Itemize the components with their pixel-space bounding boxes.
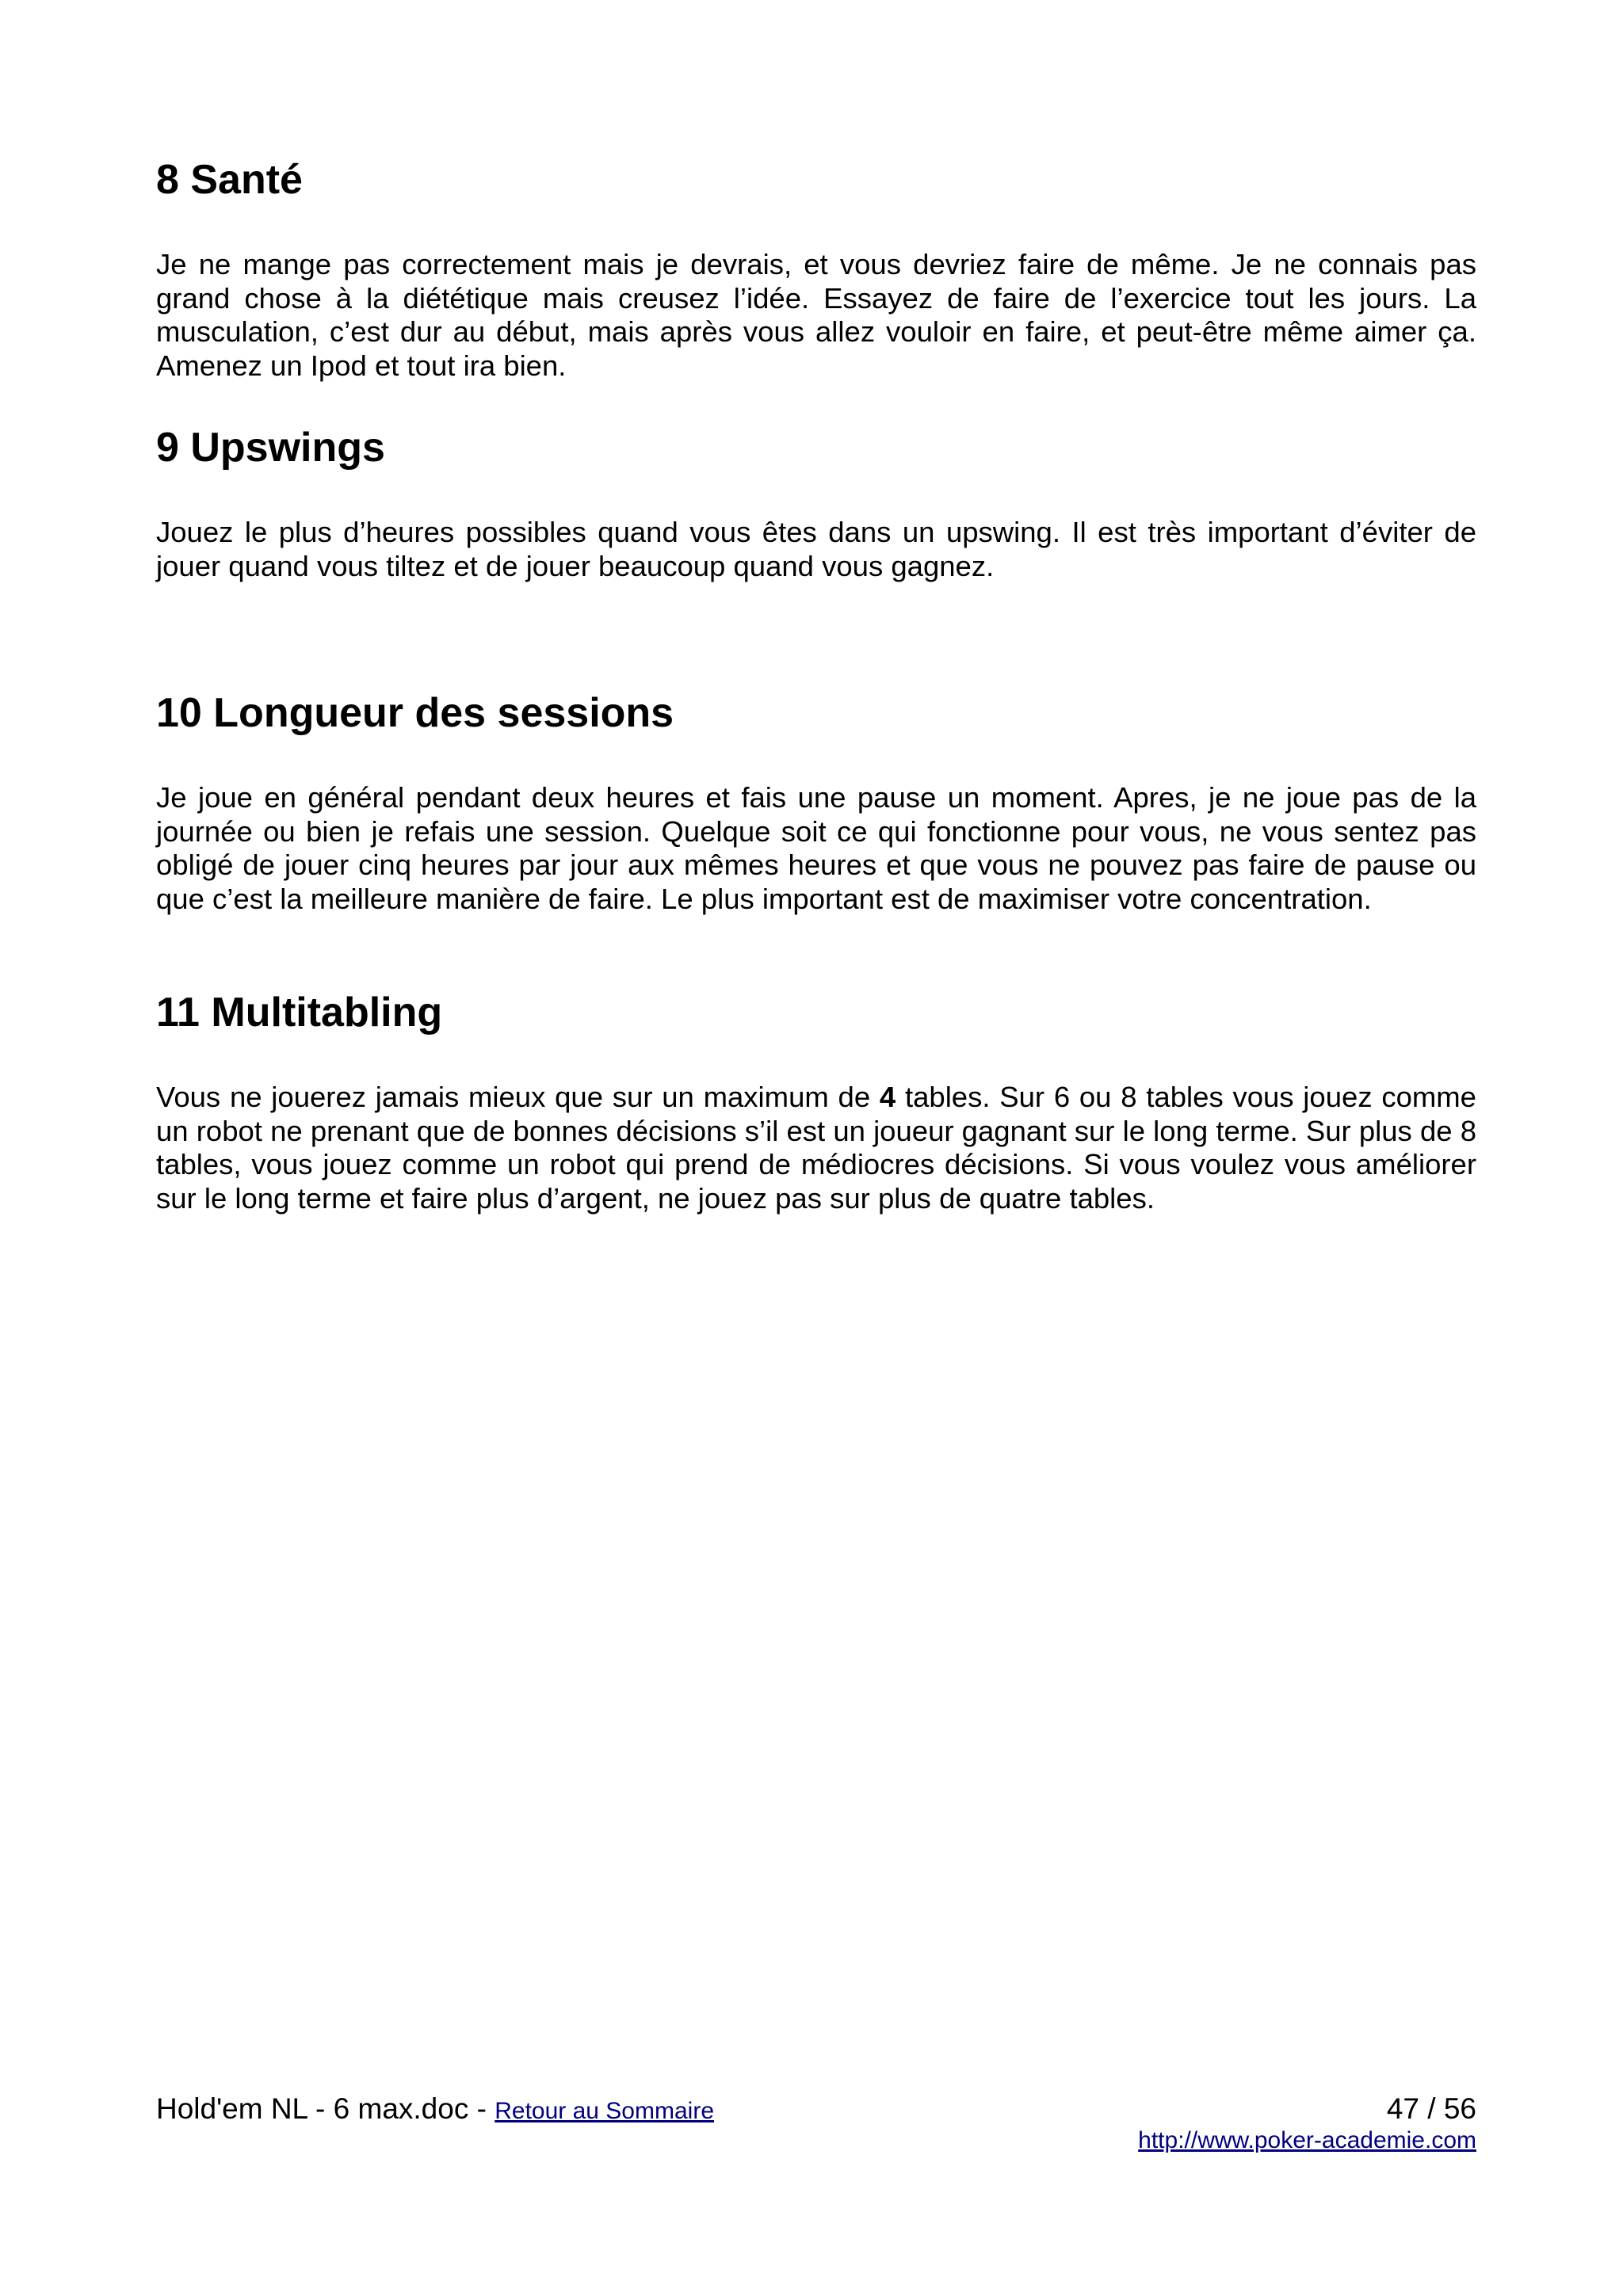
section-heading-sante: 8 Santé	[156, 157, 303, 203]
paragraph-text-after: tables. Sur 6 ou 8 tables vous jouez comme un robot ne prenant que de bonnes décisions s’il est un joueur gagnant sur le long terme. Sur plus de 8 tables, vous jouez comme un robot qui prend de médiocres décisions. Si vous voulez vous améliorer sur le long terme et faire plus d’argent, ne jouez pas sur plus de quatre tables.	[156, 1081, 1476, 1215]
emphasized-number: 4	[879, 1081, 896, 1113]
footer-right	[1138, 2092, 1476, 2155]
section-longueur-sessions	[156, 689, 1476, 916]
section-paragraph-longueur-sessions: Je joue en général pendant deux heures et fais une pause un moment. Apres, je ne joue pas de la journée ou bien je refais une session. Quelque soit ce qui fonctionne pour vous, ne vous sentez pas obligé de jouer cinq heures par jour aux mêmes heures et que vous ne pouvez pas faire de pause ou que c’est la meilleure manière de faire. Le plus important est de maximiser votre concentration.	[156, 781, 1476, 915]
page-number: 47 / 56	[1386, 2092, 1476, 2125]
section-sante	[156, 156, 1476, 383]
footer-doc-title: Hold'em NL - 6 max.doc -	[156, 2092, 495, 2125]
section-paragraph-multitabling	[156, 1081, 1476, 1215]
section-multitabling	[156, 989, 1476, 1215]
section-heading-upswings: 9 Upswings	[156, 425, 385, 471]
paragraph-text-before: Vous ne jouerez jamais mieux que sur un maximum de	[156, 1081, 880, 1113]
section-heading-longueur-sessions: 10 Longueur des sessions	[156, 690, 674, 736]
section-upswings	[156, 424, 1476, 583]
section-paragraph-upswings: Jouez le plus d’heures possibles quand vous êtes dans un upswing. Il est très important d’éviter de jouer quand vous tiltez et de jouer beaucoup quand vous gagnez.	[156, 516, 1476, 582]
toc-link[interactable]: Retour au Sommaire	[495, 2098, 715, 2124]
footer-left	[156, 2092, 714, 2129]
website-link[interactable]: http://www.poker-academie.com	[1138, 2127, 1476, 2153]
section-heading-multitabling: 11 Multitabling	[156, 990, 443, 1035]
section-paragraph-sante: Je ne mange pas correctement mais je devrais, et vous devriez faire de même. Je ne connais pas grand chose à la diététique mais creusez l’idée. Essayez de faire de l’exercice tout les jours. La musculation, c’est dur au début, mais après vous allez vouloir en faire, et peut-être même aimer ça. Amenez un Ipod et tout ira bien.	[156, 248, 1476, 382]
